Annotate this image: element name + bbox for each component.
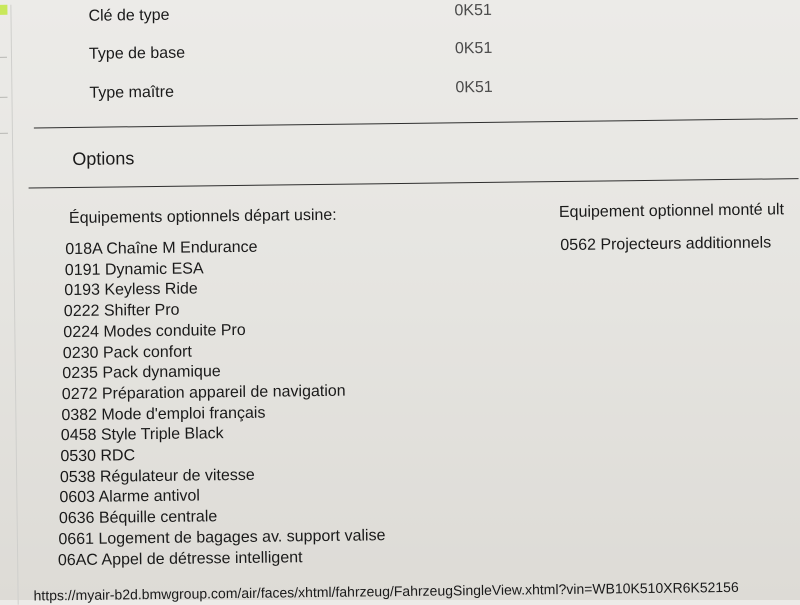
option-item: 0222 Shifter Pro: [63, 301, 180, 321]
option-item: 0562 Projecteurs additionnels: [560, 234, 772, 255]
option-item: 0603 Alarme antivol: [59, 487, 201, 507]
option-item: 06AC Appel de détresse intelligent: [57, 548, 303, 569]
factory-options-list: [57, 236, 386, 571]
margin-mark: [0, 97, 8, 98]
divider: [29, 178, 799, 188]
page-url: https://myair-b2d.bmwgroup.com/air/faces/xhtml/fahrzeug/FahrzeugSingleView.xhtml?vin=WB10K510XR6K52156: [33, 578, 739, 604]
option-item: 0191 Dynamic ESA: [64, 260, 204, 279]
retrofit-options-list: [560, 233, 771, 256]
master-type-label: Type maître: [89, 83, 175, 102]
options-title: Options: [72, 148, 135, 169]
option-item: 0458 Style Triple Black: [60, 425, 224, 445]
option-item: 0382 Mode d'emploi français: [61, 404, 266, 424]
option-item: 0538 Régulateur de vitesse: [59, 466, 255, 486]
type-key-label: Clé de type: [88, 6, 170, 25]
option-item: 0224 Modes conduite Pro: [63, 321, 246, 341]
type-key-value: 0K51: [454, 1, 492, 20]
option-item: 0272 Préparation appareil de navigation: [61, 382, 346, 404]
divider: [34, 118, 798, 128]
base-type-label: Type de base: [88, 44, 186, 63]
option-item: 018A Chaîne M Endurance: [65, 238, 258, 259]
left-margin: [0, 5, 19, 605]
option-item: 0235 Pack dynamique: [62, 363, 221, 383]
option-item: 0530 RDC: [60, 447, 136, 466]
option-item: 0636 Béquille centrale: [58, 508, 218, 528]
base-type-value: 0K51: [454, 39, 493, 58]
factory-options-heading: Équipements optionnels départ usine:: [68, 206, 337, 228]
vehicle-type-fields: [0, 0, 796, 102]
master-type-value: 0K51: [455, 78, 493, 97]
highlight-tab: [0, 5, 7, 15]
retrofit-options-heading: Equipement optionnel monté ult: [558, 201, 785, 222]
margin-mark: [0, 133, 8, 134]
option-item: 0193 Keyless Ride: [64, 280, 198, 300]
option-item: 0661 Logement de bagages av. support valise: [58, 527, 386, 549]
margin-mark: [0, 57, 7, 58]
option-item: 0230 Pack confort: [62, 343, 192, 362]
